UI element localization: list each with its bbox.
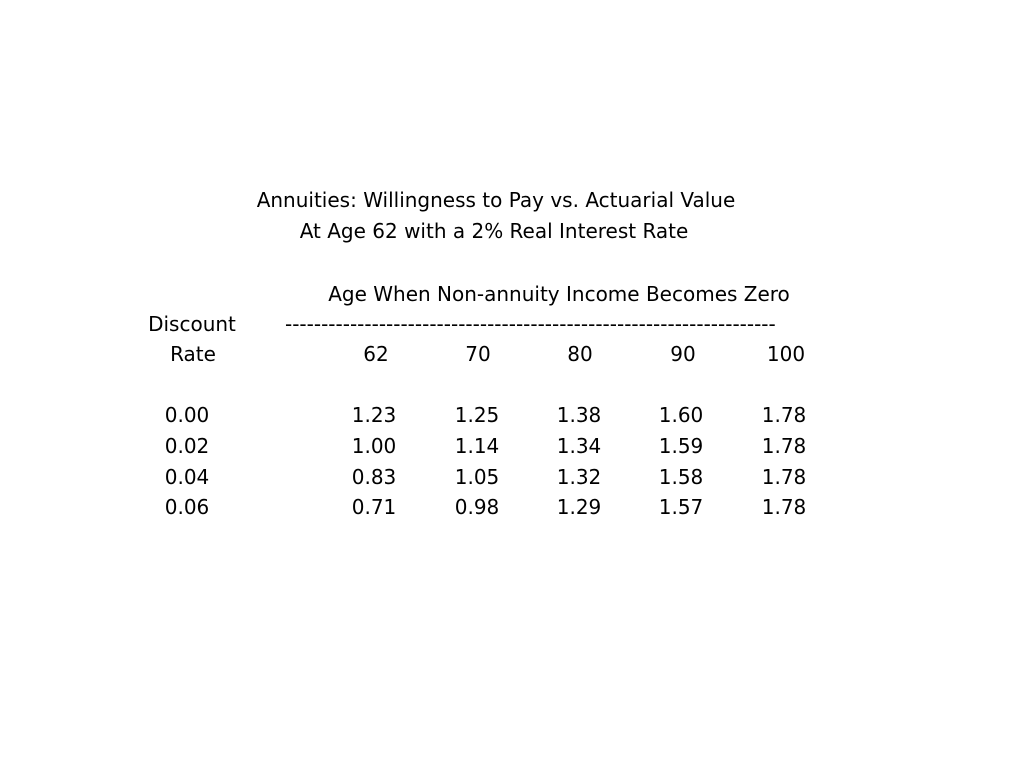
table-cell: 1.78: [761, 434, 807, 458]
table-cell: 1.00: [351, 434, 397, 458]
header-divider: --------------------------------------------------------------------: [285, 312, 776, 336]
row-header-discount: Discount: [148, 312, 236, 336]
table-cell: 1.78: [761, 403, 807, 427]
table-cell: 1.34: [556, 434, 602, 458]
column-header-100: 100: [766, 342, 806, 366]
column-header-90: 90: [670, 342, 696, 366]
column-header-62: 62: [363, 342, 389, 366]
column-header-80: 80: [567, 342, 593, 366]
table-cell: 1.38: [556, 403, 602, 427]
row-header-rate: Rate: [170, 342, 216, 366]
table-cell: 0.83: [351, 465, 397, 489]
page-subtitle: At Age 62 with a 2% Real Interest Rate: [299, 219, 689, 243]
table-cell: 1.57: [658, 495, 704, 519]
row-rate: 0.04: [164, 465, 210, 489]
table-cell: 0.98: [454, 495, 500, 519]
table-cell: 1.58: [658, 465, 704, 489]
row-rate: 0.00: [164, 403, 210, 427]
table-cell: 1.78: [761, 465, 807, 489]
table-cell: 1.59: [658, 434, 704, 458]
table-cell: 1.60: [658, 403, 704, 427]
table-cell: 1.05: [454, 465, 500, 489]
column-header-70: 70: [465, 342, 491, 366]
page-title: Annuities: Willingness to Pay vs. Actuarial Value: [256, 188, 736, 212]
table-cell: 1.78: [761, 495, 807, 519]
table-cell: 1.29: [556, 495, 602, 519]
table-cell: 1.32: [556, 465, 602, 489]
table-cell: 1.25: [454, 403, 500, 427]
table-cell: 0.71: [351, 495, 397, 519]
column-group-label: Age When Non-annuity Income Becomes Zero: [328, 282, 790, 306]
row-rate: 0.06: [164, 495, 210, 519]
row-rate: 0.02: [164, 434, 210, 458]
table-cell: 1.14: [454, 434, 500, 458]
table-cell: 1.23: [351, 403, 397, 427]
